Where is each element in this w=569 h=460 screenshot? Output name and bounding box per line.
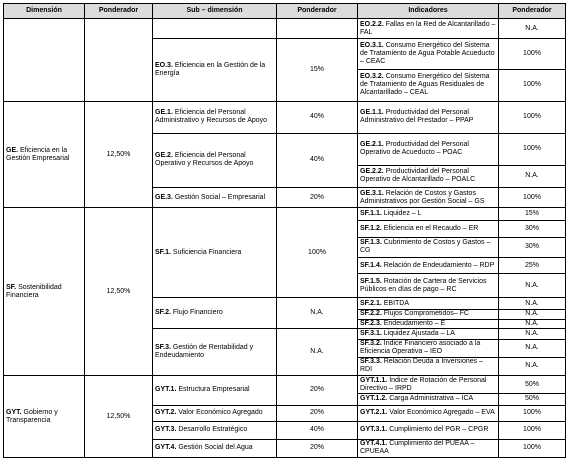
table-row	[4, 19, 566, 39]
table-row	[4, 208, 566, 221]
indicator-cell-label: Índice Financiero asociado a la Eficiencia Operativa – IEO	[360, 340, 481, 356]
subdimension-weight	[277, 19, 358, 39]
indicator-cell	[358, 376, 499, 394]
indicator-cell-label: Relación de Costos y Gastos Administrativos por Gestión Social – GS	[360, 189, 485, 205]
subdimension-weight: 20%	[277, 187, 358, 207]
subdimension-cell	[153, 39, 277, 102]
indicator-weight: 100%	[499, 439, 566, 457]
indicator-cell-code: GE.3.1.	[360, 189, 384, 197]
indicator-cell-code: SF.3.2.	[360, 340, 382, 348]
dimension-cell-label: Gobierno y Transparencia	[6, 408, 58, 424]
indicator-cell-label: Cumplimiento del PUEAA – CPUEAA	[360, 440, 475, 456]
dimension-cell	[4, 19, 85, 102]
indicator-cell-label: Productividad del Personal Operativo de Alcantarillado – POALC	[360, 168, 476, 184]
indicator-weight: N.A.	[499, 19, 566, 39]
subdimension-weight: 20%	[277, 376, 358, 406]
subdimension-cell-label: Desarrollo Estratégico	[178, 426, 248, 434]
subdimension-cell-code: SF.3.	[155, 344, 171, 352]
subdimension-weight: 40%	[277, 421, 358, 439]
header-subdimension: Sub – dimensión	[153, 4, 277, 19]
indicator-cell	[358, 208, 499, 221]
indicator-cell	[358, 319, 499, 329]
subdimension-cell	[153, 439, 277, 457]
subdimension-cell-code: GYT.1.	[155, 386, 177, 394]
header-indicators: Indicadores	[358, 4, 499, 19]
subdimension-weight: 40%	[277, 101, 358, 133]
subdimension-cell-code: GYT.3.	[155, 426, 177, 434]
indicator-cell-code: SF.3.3.	[360, 358, 382, 366]
indicator-cell	[358, 339, 499, 357]
indicator-cell-label: Fallas en la Red de Alcantarillado – FAL	[360, 20, 496, 36]
indicator-cell	[358, 237, 499, 257]
subdimension-cell	[153, 329, 277, 376]
indicator-cell-code: GE.1.1.	[360, 109, 384, 117]
indicator-cell-code: SF.3.1.	[360, 330, 382, 338]
indicator-weight: N.A.	[499, 274, 566, 298]
indicator-weight: N.A.	[499, 329, 566, 340]
indicator-cell-code: GYT.1.2.	[360, 395, 388, 403]
indicator-weight: 100%	[499, 133, 566, 165]
indicator-cell	[358, 298, 499, 310]
subdimension-cell-label: Eficiencia del Personal Operativo y Recursos de Apoyo	[155, 152, 254, 168]
subdimension-cell-code: SF.1.	[155, 248, 171, 256]
indicator-cell-code: SF.1.1.	[360, 210, 382, 217]
indicator-weight: 15%	[499, 208, 566, 221]
dimension-weight	[85, 19, 153, 102]
subdimension-weight: 20%	[277, 405, 358, 421]
indicator-cell-label: Consumo Energético del Sistema de Tratamiento de Aguas Residuales de Alcantarillado – CEAL	[360, 73, 490, 97]
header-dimension: Dimensión	[4, 4, 85, 19]
indicator-cell	[358, 19, 499, 39]
subdimension-cell-label: Eficiencia en la Gestión de la Energía	[155, 62, 266, 78]
indicator-cell	[358, 274, 499, 298]
indicator-cell	[358, 220, 499, 237]
subdimension-weight: 20%	[277, 439, 358, 457]
indicator-cell-code: SF.2.1.	[360, 299, 382, 307]
indicator-weight: 30%	[499, 220, 566, 237]
subdimension-cell-label: Valor Económico Agregado	[178, 409, 263, 417]
indicator-cell	[358, 165, 499, 187]
indicator-cell-label: EBITDA	[383, 299, 410, 307]
subdimension-cell-label: Flujo Financiero	[172, 309, 223, 317]
subdimension-weight: N.A.	[277, 298, 358, 329]
indicator-cell-label: Cubrimiento de Costos y Gastos – CG	[360, 239, 491, 255]
indicator-weight: 100%	[499, 70, 566, 102]
indicator-cell-label: Productividad del Personal Administrativo del Prestador – PPAP	[360, 109, 474, 125]
indicator-cell	[358, 439, 499, 457]
indicator-cell	[358, 357, 499, 375]
indicator-cell	[358, 133, 499, 165]
header-dimension-weight: Ponderador	[85, 4, 153, 19]
subdimension-weight: N.A.	[277, 329, 358, 376]
dimension-cell-code: GYT.	[6, 408, 22, 416]
indicator-weight: N.A.	[499, 165, 566, 187]
dimension-cell-label: Sostenibilidad Financiera	[6, 283, 62, 299]
indicator-weight: 100%	[499, 39, 566, 70]
indicator-cell-label: Productividad del Personal Operativo de Acueducto – POAC	[360, 141, 469, 157]
indicator-cell	[358, 405, 499, 421]
indicator-weight: 100%	[499, 187, 566, 207]
indicator-cell-label: Cumplimiento del PGR – CPGR	[389, 426, 489, 434]
indicator-weight: 100%	[499, 405, 566, 421]
indicator-cell-code: SF.1.4.	[360, 261, 382, 269]
subdimension-cell	[153, 208, 277, 298]
subdimension-weight: 100%	[277, 208, 358, 298]
subdimension-cell	[153, 133, 277, 187]
indicator-cell-code: SF.2.3.	[360, 319, 382, 327]
subdimension-cell-code: GYT.4.	[155, 444, 177, 452]
subdimension-cell	[153, 405, 277, 421]
subdimension-cell-label: Estructura Empresarial	[178, 386, 250, 394]
table-row	[4, 376, 566, 394]
subdimension-cell-code: GE.1.	[155, 109, 173, 117]
dimension-cell	[4, 101, 85, 207]
indicator-cell-code: GYT.1.1.	[360, 376, 388, 384]
subdimension-cell-label: Gestión de Rentabilidad y Endeudamiento	[155, 344, 254, 360]
indicator-weight: 30%	[499, 237, 566, 257]
subdimension-cell	[153, 19, 277, 39]
subdimension-cell-code: EO.3.	[155, 62, 173, 70]
indicator-cell	[358, 394, 499, 406]
indicator-cell-code: EO.2.2.	[360, 20, 384, 28]
indicator-cell-code: EO.3.2.	[360, 73, 384, 81]
indicator-weight: N.A.	[499, 357, 566, 375]
indicator-cell-label: Liquidez Ajustada – LA	[383, 330, 455, 338]
dimension-weight: 12,50%	[85, 208, 153, 376]
indicator-cell-label: Eficiencia en el Recaudo – ER	[383, 224, 479, 232]
subdimension-cell	[153, 298, 277, 329]
subdimension-weight: 15%	[277, 39, 358, 102]
subdimension-cell	[153, 101, 277, 133]
indicator-cell-label: Endeudamiento – E	[383, 319, 446, 327]
indicator-cell-label: Valor Económico Agregado – EVA	[389, 409, 495, 417]
indicator-cell-code: GYT.3.1.	[360, 426, 388, 434]
dimension-cell-code: GE.	[6, 146, 19, 154]
dimension-cell	[4, 376, 85, 458]
indicator-cell	[358, 329, 499, 340]
header-row	[4, 4, 566, 19]
indicator-weight: 100%	[499, 421, 566, 439]
subdimension-cell	[153, 187, 277, 207]
indicator-cell-code: GE.2.1.	[360, 141, 384, 149]
subdimension-cell-code: SF.2.	[155, 309, 171, 317]
indicator-weight: N.A.	[499, 310, 566, 320]
table-row	[4, 101, 566, 133]
indicator-cell-code: SF.1.5.	[360, 277, 382, 285]
indicator-cell	[358, 187, 499, 207]
indicator-cell	[358, 310, 499, 320]
indicator-cell	[358, 258, 499, 274]
subdimension-cell-label: Gestión Social – Empresarial	[174, 193, 266, 201]
dimension-weight: 12,50%	[85, 101, 153, 207]
header-subdimension-weight: Ponderador	[277, 4, 358, 19]
subdimension-cell-code: GYT.2.	[155, 409, 177, 417]
header-indicator-weight: Ponderador	[499, 4, 566, 19]
indicator-cell-label: Consumo Energético del Sistema de Tratamiento de Agua Potable Acueducto – CEAC	[360, 42, 495, 66]
indicator-cell-code: EO.3.1.	[360, 42, 384, 50]
indicator-weight: 50%	[499, 394, 566, 406]
subdimension-weight: 40%	[277, 133, 358, 187]
indicator-cell	[358, 101, 499, 133]
indicators-table	[3, 3, 566, 458]
indicator-cell-label: Carga Administrativa – ICA	[389, 395, 474, 403]
indicator-cell-code: SF.1.3.	[360, 239, 382, 247]
subdimension-cell-label: Gestión Social del Agua	[178, 444, 253, 452]
subdimension-cell-label: Suficiencia Financiera	[172, 248, 242, 256]
dimension-cell	[4, 208, 85, 376]
indicator-cell-label: Relación Deuda a Inversiones – RDI	[360, 358, 483, 374]
indicator-weight: N.A.	[499, 339, 566, 357]
indicator-cell	[358, 39, 499, 70]
indicator-cell-label: Índice de Rotación de Personal Directivo – IRPD	[360, 376, 487, 392]
dimension-weight: 12,50%	[85, 376, 153, 458]
indicator-cell-label: Flujos Comprometidos– FC	[383, 310, 469, 318]
indicator-cell-label: Rotación de Cartera de Servicios Públicos en días de pago – RC	[360, 277, 487, 293]
subdimension-cell-code: GE.3.	[155, 193, 173, 201]
indicator-cell-code: SF.2.2.	[360, 310, 382, 318]
indicator-cell-code: GYT.4.1.	[360, 440, 388, 448]
indicator-weight: N.A.	[499, 319, 566, 329]
dimension-cell-code: SF.	[6, 283, 17, 291]
indicator-weight: N.A.	[499, 298, 566, 310]
indicator-cell-code: GYT.2.1.	[360, 409, 388, 417]
indicator-cell	[358, 70, 499, 102]
indicator-cell-code: GE.2.2.	[360, 168, 384, 176]
subdimension-cell	[153, 376, 277, 406]
indicator-cell-code: SF.1.2.	[360, 224, 382, 232]
indicator-cell	[358, 421, 499, 439]
indicator-weight: 50%	[499, 376, 566, 394]
subdimension-cell-code: GE.2.	[155, 152, 173, 160]
subdimension-cell	[153, 421, 277, 439]
subdimension-cell-label: Eficiencia del Personal Administrativo y Recursos de Apoyo	[155, 109, 268, 125]
indicator-cell-label: Liquidez – L	[383, 210, 422, 217]
dimension-cell-label: Eficiencia en la Gestión Empresarial	[6, 146, 70, 162]
indicator-weight: 100%	[499, 101, 566, 133]
indicator-cell-label: Relación de Endeudamiento – RDP	[383, 261, 495, 269]
indicator-weight: 25%	[499, 258, 566, 274]
